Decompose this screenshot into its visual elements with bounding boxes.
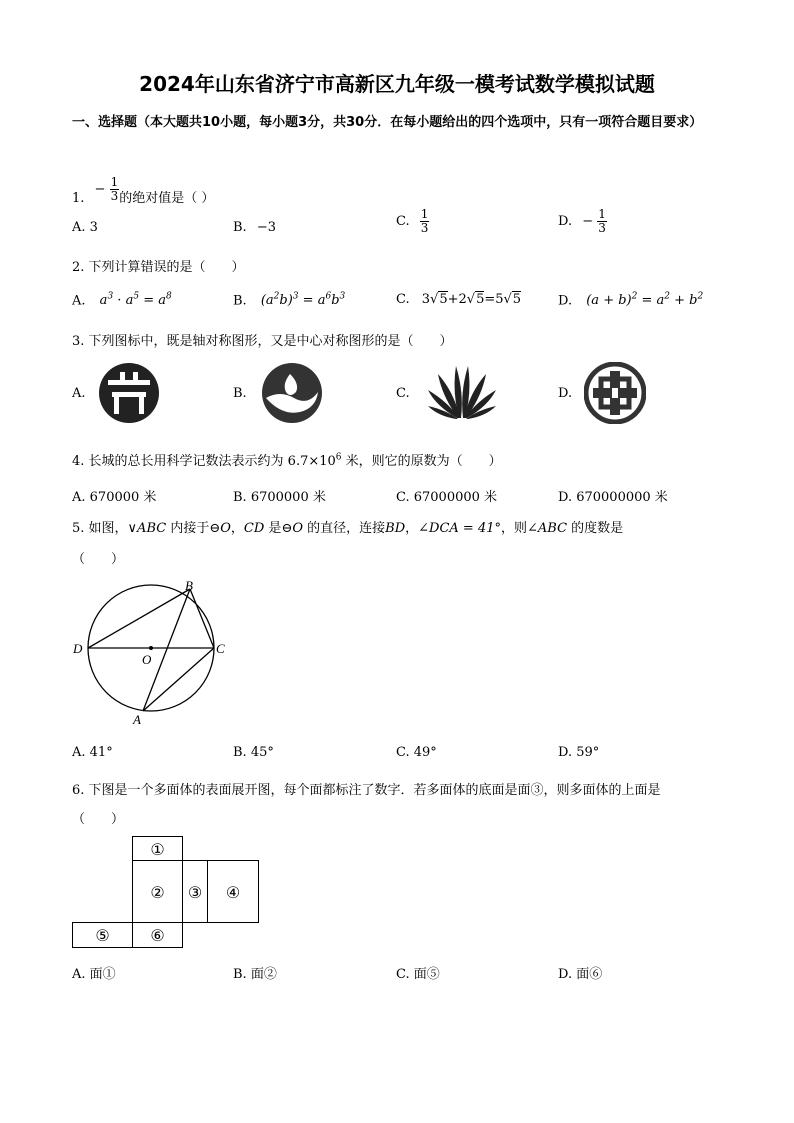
q2-option-b-label: B. xyxy=(233,293,247,309)
q5-option-d[interactable]: D. 59° xyxy=(558,745,600,760)
q2-option-c-label: C. xyxy=(396,292,410,307)
q5-paren: （ ） xyxy=(72,552,125,567)
q5-t7: 的度数是 xyxy=(567,521,624,536)
q2-option-a-label: A. xyxy=(72,293,86,309)
q4-option-b[interactable]: B. 6700000 米 xyxy=(233,490,326,505)
q1-option-d-minus: − xyxy=(582,214,594,229)
page-title: 2024年山东省济宁市高新区九年级一模考试数学模拟试题 xyxy=(139,72,655,96)
q5-angle-1: ∠DCA = 41° xyxy=(418,521,501,536)
q3-option-c-label[interactable]: C. xyxy=(396,386,410,401)
q4-text-pre: 4. 长城的总长用科学记数法表示约为 6.7×10 xyxy=(72,454,336,469)
q1-frac-num: 1 xyxy=(110,175,119,189)
q1-option-b-label: B. xyxy=(233,220,247,235)
q6-face-6: ⑥ xyxy=(132,922,183,948)
q6-face-2: ② xyxy=(132,860,183,923)
q2-option-c[interactable]: C. 3√5+2√5=5√5 xyxy=(396,292,522,307)
q6-option-b[interactable]: B. 面② xyxy=(233,967,277,982)
q5-t5: ， xyxy=(405,521,419,536)
question-3: 3. 下列图标中，既是轴对称图形，又是中心对称图形的是（ ） xyxy=(72,334,453,349)
q5-t1: 内接于 xyxy=(166,521,210,536)
q5-angle-2: ∠ABC xyxy=(527,521,568,536)
q5-circle-2: ⊖O xyxy=(281,521,303,536)
q6-face-1: ① xyxy=(132,836,183,861)
q2-option-b[interactable]: B. $(a^2b)^3 = a^6b^3$ xyxy=(233,292,346,309)
q1-option-a[interactable]: A. 3 xyxy=(72,220,98,235)
q5-circle-1: ⊖O xyxy=(209,521,231,536)
q3-logo-c-icon[interactable] xyxy=(426,362,498,420)
question-5 xyxy=(72,517,623,536)
q1-number: 1. xyxy=(72,191,85,206)
q1-minus: − xyxy=(94,182,106,197)
q5-triangle: ∨ABC xyxy=(127,521,167,536)
q5-center-dot xyxy=(149,646,153,650)
q2-option-d[interactable]: D. $(a + b)^2 = a^2 + b^2$ xyxy=(558,292,704,309)
section-heading: 一、选择题（本大题共10小题，每小题3分，共30分．在每小题给出的四个选项中，只有一项符合题目要求） xyxy=(72,115,703,130)
q6-option-c[interactable]: C. 面⑤ xyxy=(396,967,440,982)
q6-paren: （ ） xyxy=(72,812,125,827)
q5-number: 5. 如图， xyxy=(72,521,128,536)
q1-text: 的绝对值是（ ） xyxy=(119,191,215,206)
q5-label-b: B xyxy=(185,578,193,593)
q5-cd: CD xyxy=(243,521,265,536)
q1-frac-den: 3 xyxy=(110,189,119,203)
q6-face-4: ④ xyxy=(207,860,259,923)
q1-option-d[interactable] xyxy=(558,208,607,235)
q6-option-d[interactable]: D. 面⑥ xyxy=(558,967,603,982)
q5-option-a[interactable]: A. 41° xyxy=(72,745,113,760)
q3-logo-d-icon[interactable] xyxy=(584,362,646,424)
q4-option-c[interactable]: C. 67000000 米 xyxy=(396,490,498,505)
q3-logo-b-icon[interactable] xyxy=(260,362,324,424)
q5-segment-ac xyxy=(143,648,214,711)
q6-face-3: ③ xyxy=(182,860,208,923)
q2-option-d-label: D. xyxy=(558,293,573,309)
question-6: 6. 下图是一个多面体的表面展开图，每个面都标注了数字．若多面体的底面是面③，则多面体的上面是 xyxy=(72,783,661,798)
q1-fraction xyxy=(95,176,120,203)
q1-option-b-value: −3 xyxy=(256,220,276,235)
q5-segment-ba xyxy=(143,589,190,711)
q5-bd: BD xyxy=(385,521,406,536)
q1-c-num: 1 xyxy=(420,207,429,221)
q5-circle-figure xyxy=(70,578,240,728)
q3-option-b-label[interactable]: B. xyxy=(233,386,247,401)
q6-face-5: ⑤ xyxy=(72,922,133,948)
q5-t2: ， xyxy=(230,521,244,536)
q5-t3: 是 xyxy=(264,521,282,536)
q5-label-d: D xyxy=(73,641,83,656)
q6-option-a[interactable]: A. 面① xyxy=(72,967,116,982)
q3-logo-a-icon[interactable] xyxy=(98,362,160,424)
q1-option-b[interactable] xyxy=(233,220,276,235)
question-4 xyxy=(72,450,502,469)
question-2: 2. 下列计算错误的是（ ） xyxy=(72,260,245,275)
q4-option-d[interactable]: D. 670000000 米 xyxy=(558,490,668,505)
q4-option-a[interactable]: A. 670000 米 xyxy=(72,490,157,505)
q1-c-den: 3 xyxy=(420,221,429,235)
q2-option-a[interactable]: A. $a^3 \cdot a^5 = a^8$ xyxy=(72,292,172,309)
q5-segment-db xyxy=(88,589,190,648)
q5-label-c: C xyxy=(216,641,225,656)
q1-option-d-label: D. xyxy=(558,214,573,229)
q1-option-c-label: C. xyxy=(396,214,410,229)
q5-t4: 的直径，连接 xyxy=(303,521,386,536)
q3-option-a-label[interactable]: A. xyxy=(72,386,86,401)
q4-exponent: 6 xyxy=(335,452,342,463)
q1-option-c[interactable] xyxy=(396,208,429,235)
question-1 xyxy=(72,175,215,206)
q1-d-den: 3 xyxy=(598,221,606,235)
q5-t6: ，则 xyxy=(501,521,528,536)
q5-segment-bc xyxy=(190,589,214,648)
q5-label-a: A xyxy=(133,712,141,727)
q3-option-d-label[interactable]: D. xyxy=(558,386,573,401)
q5-label-o: O xyxy=(142,652,152,667)
q1-d-num: 1 xyxy=(598,207,606,221)
q4-text-post: 米，则它的原数为（ ） xyxy=(341,454,502,469)
q5-option-b[interactable]: B. 45° xyxy=(233,745,274,760)
q5-option-c[interactable]: C. 49° xyxy=(396,745,437,760)
